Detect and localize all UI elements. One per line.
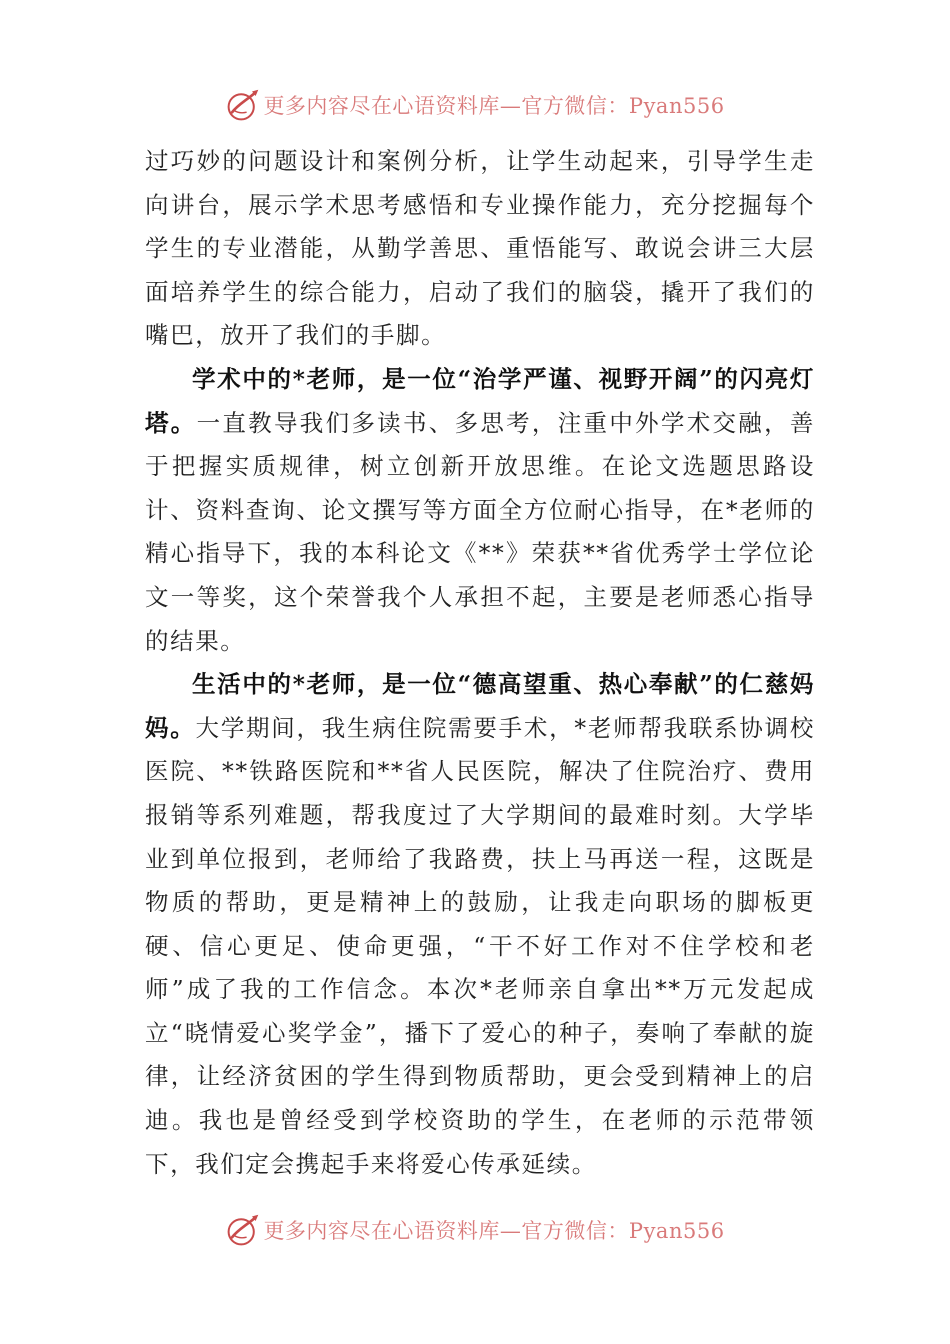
document-body [145, 140, 815, 1186]
pen-circle-logo-icon [225, 1212, 261, 1248]
header-banner-text: 更多内容尽在心语资料库—官方微信：Pyan556 [263, 94, 725, 118]
paragraph-1-body: 过巧妙的问题设计和案例分析，让学生动起来，引导学生走向讲台，展示学术思考感悟和专业操作能力，充分挖掘每个学生的专业潜能，从勤学善思、重悟能写、敢说会讲三大层面培养学生的综合能力，启动了我们的脑袋，撬开了我们的嘴巴，放开了我们的手脚。 [145, 147, 815, 350]
paragraph-2-lead: 学术中的*老师，是一位“治学严谨、视野开阔”的闪亮灯塔。 [145, 364, 815, 437]
footer-banner-text: 更多内容尽在心语资料库—官方微信：Pyan556 [263, 1219, 725, 1243]
header-banner [0, 85, 950, 125]
paragraph-3-lead: 生活中的*老师，是一位“德高望重、热心奉献”的仁慈妈妈。 [145, 670, 815, 742]
paragraph-2 [145, 358, 815, 663]
paragraph-2-body: 一直教导我们多读书、多思考，注重中外学术交融，善于把握实质规律，树立创新开放思维。在论文选题思路设计、资料查询、论文撰写等方面全方位耐心指导，在*老师的精心指导下，我的本科论文《**》荣获**省优秀学士学位论文一等奖，这个荣誉我个人承担不起，主要是老师悉心指导的结果。 [145, 408, 815, 655]
footer-banner [0, 1210, 950, 1250]
paragraph-3 [145, 663, 815, 1186]
paragraph-1 [145, 140, 815, 358]
paragraph-3-body: 大学期间，我生病住院需要手术，*老师帮我联系协调校医院、**铁路医院和**省人民医院，解决了住院治疗、费用报销等系列难题，帮我度过了大学期间的最难时刻。大学毕业到单位报到，老师给了我路费，扶上马再送一程，这既是物质的帮助，更是精神上的鼓励，让我走向职场的脚板更硬、信心更足、使命更强，“干不好工作对不住学校和老师”成了我的工作信念。本次*老师亲自拿出**万元发起成立“晓情爱心奖学金”，播下了爱心的种子，奏响了奉献的旋律，让经济贫困的学生得到物质帮助，更会受到精神上的启迪。我也是曾经受到学校资助的学生，在老师的示范带领下，我们定会携起手来将爱心传承延续。 [145, 713, 816, 1178]
pen-circle-logo-icon [225, 87, 261, 123]
